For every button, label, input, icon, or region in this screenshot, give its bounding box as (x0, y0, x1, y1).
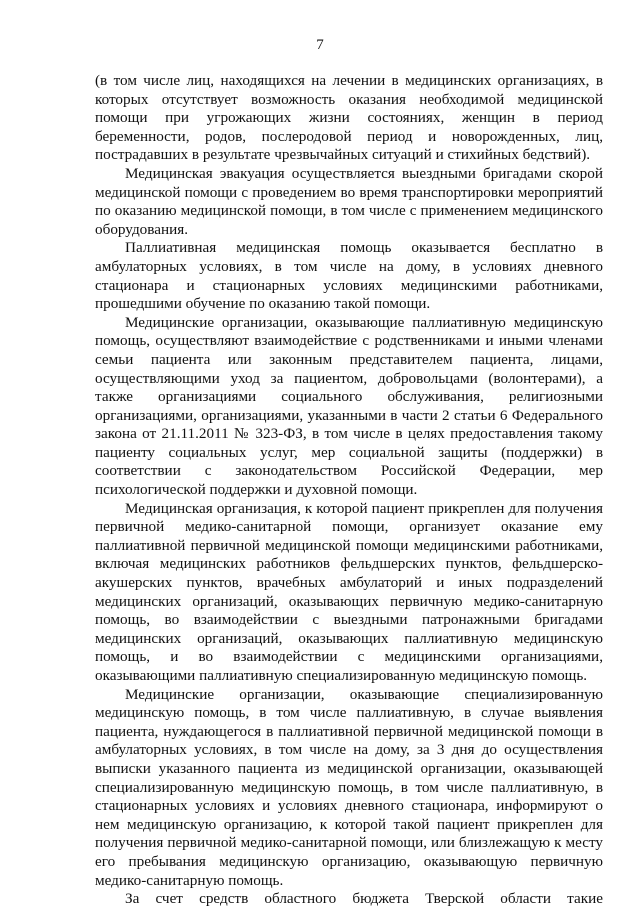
paragraph-regional-budget: За счет средств областного бюджета Тверской области такие (125, 890, 603, 908)
paragraph-palliative-care: Паллиативная медицинская помощь оказывается бесплатно в амбулаторных условиях, в том числе на дому, в условиях дневного стационара и стационарных условиях медицинскими работниками, прошедшими обучение по оказанию такой помощи. (95, 239, 603, 313)
paragraph-organizations-interaction: Медицинские организации, оказывающие паллиативную медицинскую помощь, осуществляют взаимодействие с родственниками и иными членами семьи пациента или законным представителем пациента, лицами, осуществляющими уход за пациентом, добровольцами (волонтерами), а также организациями социального обслуживания, религиозными организациями, организациями, указанными в части 2 статьи 6 Федерального закона от 21.11.2011 № 323-ФЗ, в том числе в целях предоставления такому пациенту социальных услуг, мер социальной защиты (поддержки) в соответствии с законодательством Российской Федерации, мер психологической поддержки и духовной помощи. (95, 313, 603, 499)
paragraph-specialized-care: Медицинские организации, оказывающие специализированную медицинскую помощь, в том числе паллиативную, в случае выявления пациента, нуждающегося в паллиативной первичной медицинской помощи в амбулаторных условиях, в том числе на дому, за 3 дня до осуществления выписки указанного пациента из медицинской организации, оказывающей специализированную медицинскую помощь, в том числе паллиативную, в стационарных условиях и условиях дневного стационара, информируют о нем медицинскую организацию, к которой такой пациент прикреплен для получения первичной медико-санитарной помощи, или близлежащую к месту его пребывания медицинскую организацию, оказывающую первичную медико-санитарную помощь. (95, 685, 603, 889)
body-text (95, 72, 603, 909)
paragraph-primary-care-organization: Медицинская организация, к которой пациент прикреплен для получения первичной медико-санитарной помощи, организует оказание ему паллиативной первичной медицинской помощи медицинскими работниками, включая медицинских работников фельдшерских пунктов, фельдшерско-акушерских пунктов, врачебных амбулаторий и иных подразделений медицинских организаций, оказывающих первичную медико-санитарную помощь, во взаимодействии с выездными патронажными бригадами медицинских организаций, оказывающих паллиативную медицинскую помощь, и во взаимодействии с медицинскими организациями, оказывающими паллиативную специализированную медицинскую помощь. (95, 499, 603, 684)
paragraph-medical-evacuation: Медицинская эвакуация осуществляется выездными бригадами скорой медицинской помощи с проведением во время транспортировки мероприятий по оказанию медицинской помощи, в том числе с применением медицинского оборудования. (95, 164, 603, 238)
paragraph-continuation: (в том числе лиц, находящихся на лечении в медицинских организациях, в которых отсутствует возможность оказания необходимой медицинской помощи при угрожающих жизни состояниях, женщин в период беременности, родов, послеродовой период и новорожденных, лиц, пострадавших в результате чрезвычайных ситуаций и стихийных бедствий). (95, 72, 603, 164)
page-number: 7 (316, 37, 324, 53)
